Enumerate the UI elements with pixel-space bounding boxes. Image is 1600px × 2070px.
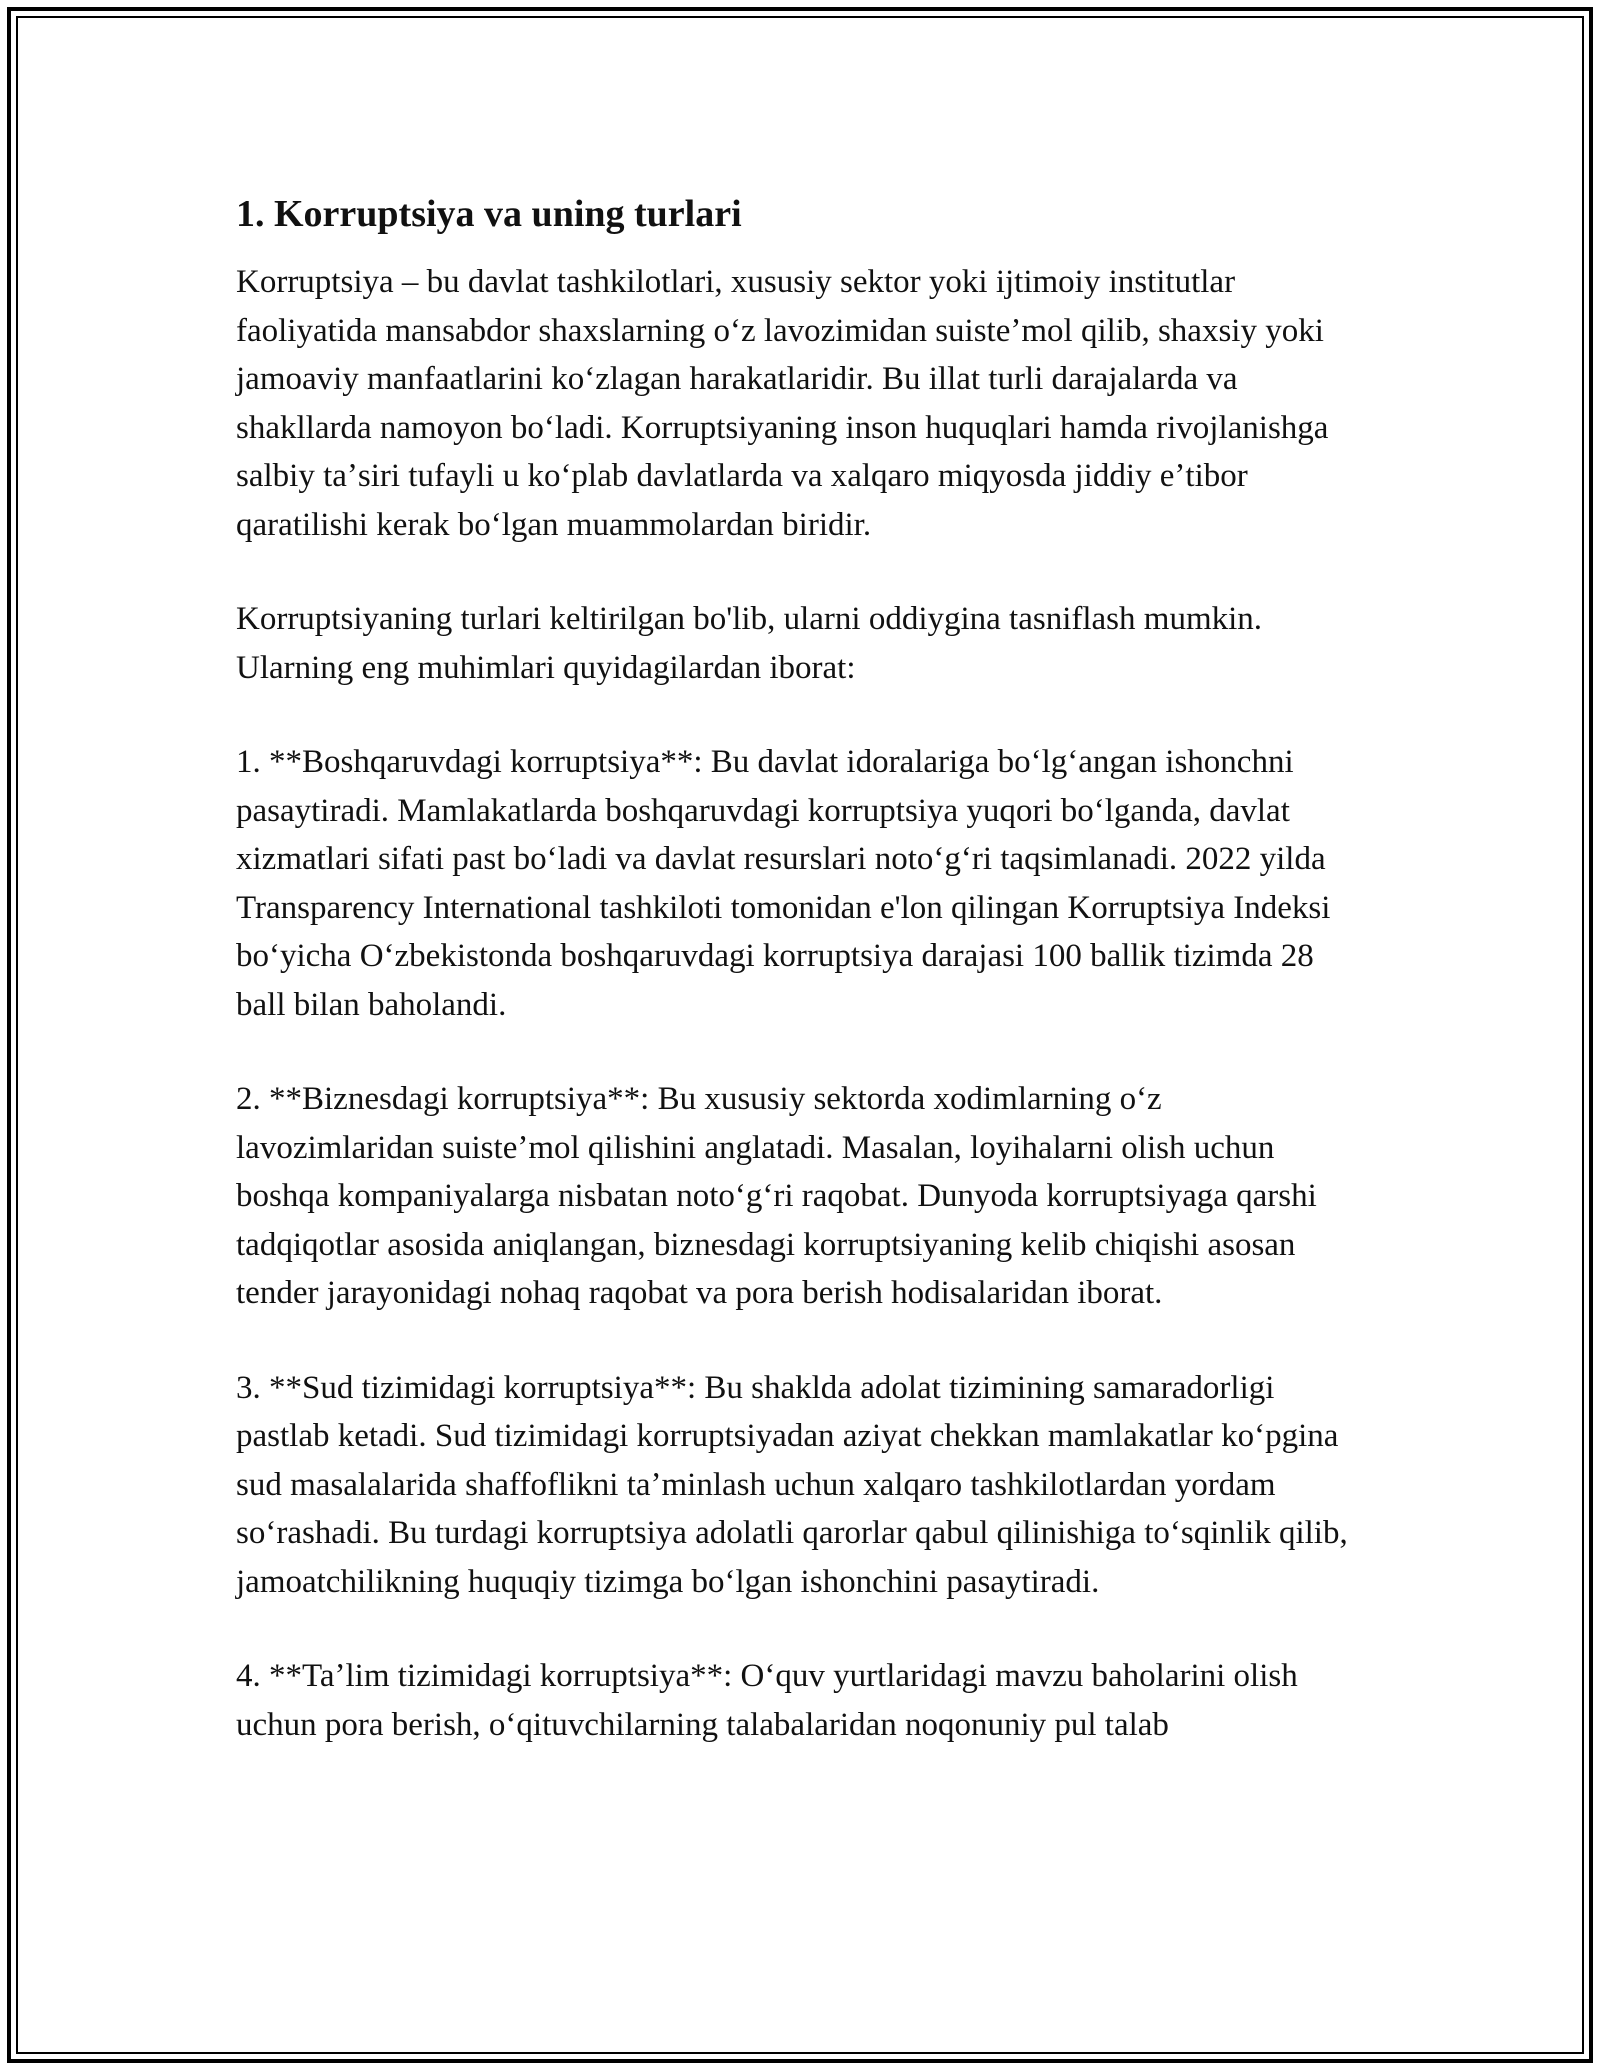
types-intro-paragraph: Korruptsiyaning turlari keltirilgan bo'lib, ularni oddiygina tasniflash mumkin. Ularning eng muhimlari quyidagilardan iborat: <box>236 601 1263 686</box>
list-item-education: 4. **Taʼlim tizimidagi korruptsiya**: Oʻquv yurtlaridagi mavzu baholarini olish uchun pora berish, oʻqituvchilarning talabalaridan noqonuniy pul talab <box>236 1658 1298 1743</box>
list-item-judicial: 3. **Sud tizimidagi korruptsiya**: Bu shaklda adolat tizimining samaradorligi pastlab ketadi. Sud tizimidagi korruptsiyadan aziyat chekkan mamlakatlar koʻpgina sud masalalarida shaffoflikni taʼminlash uchun xalqaro tashkilotlardan yordam soʻrashadi. Bu turdagi korruptsiya adolatli qarorlar qabul qilinishiga toʻsqinlik qilib, jamoatchilikning huquqiy tizimga boʻlgan ishonchini pasaytiradi. <box>236 1369 1348 1600</box>
list-item-business: 2. **Biznesdagi korruptsiya**: Bu xususiy sektorda xodimlarning oʻz lavozimlaridan suisteʼmol qilishini anglatadi. Masalan, loyihalarni olish uchun boshqa kompaniyalarga nisbatan notoʻgʻri raqobat. Dunyoda korruptsiyaga qarshi tadqiqotlar asosida aniqlangan, biznesdagi korruptsiyaning kelib chiqishi asosan tender jarayonidagi nohaq raqobat va pora berish hodisalaridan iborat. <box>236 1081 1317 1311</box>
document-body <box>236 188 1356 1795</box>
list-item-governance: 1. **Boshqaruvdagi korruptsiya**: Bu davlat idoralariga boʻlgʻangan ishonchni pasaytiradi. Mamlakatlarda boshqaruvdagi korruptsiya yuqori boʻlganda, davlat xizmatlari sifati past boʻladi va davlat resurslari notoʻgʻri taqsimlanadi. 2022 yilda Transparency International tashkiloti tomonidan e'lon qilingan Korruptsiya Indeksi boʻyicha Oʻzbekistonda boshqaruvdagi korruptsiya darajasi 100 ballik tizimda 28 ball bilan baholandi. <box>236 744 1331 1023</box>
intro-paragraph: Korruptsiya – bu davlat tashkilotlari, xususiy sektor yoki ijtimoiy institutlar faoliyatida mansabdor shaxslarning oʻz lavozimidan suisteʼmol qilib, shaxsiy yoki jamoaviy manfaatlarini koʻzlagan harakatlaridir. Bu illat turli darajalarda va shakllarda namoyon boʻladi. Korruptsiyaning inson huquqlari hamda rivojlanishga salbiy taʼsiri tufayli u koʻplab davlatlarda va xalqaro miqyosda jiddiy eʼtibor qaratilishi kerak boʻlgan muammolardan biridir. <box>236 264 1329 543</box>
section-heading: 1. Korruptsiya va uning turlari <box>236 193 742 235</box>
